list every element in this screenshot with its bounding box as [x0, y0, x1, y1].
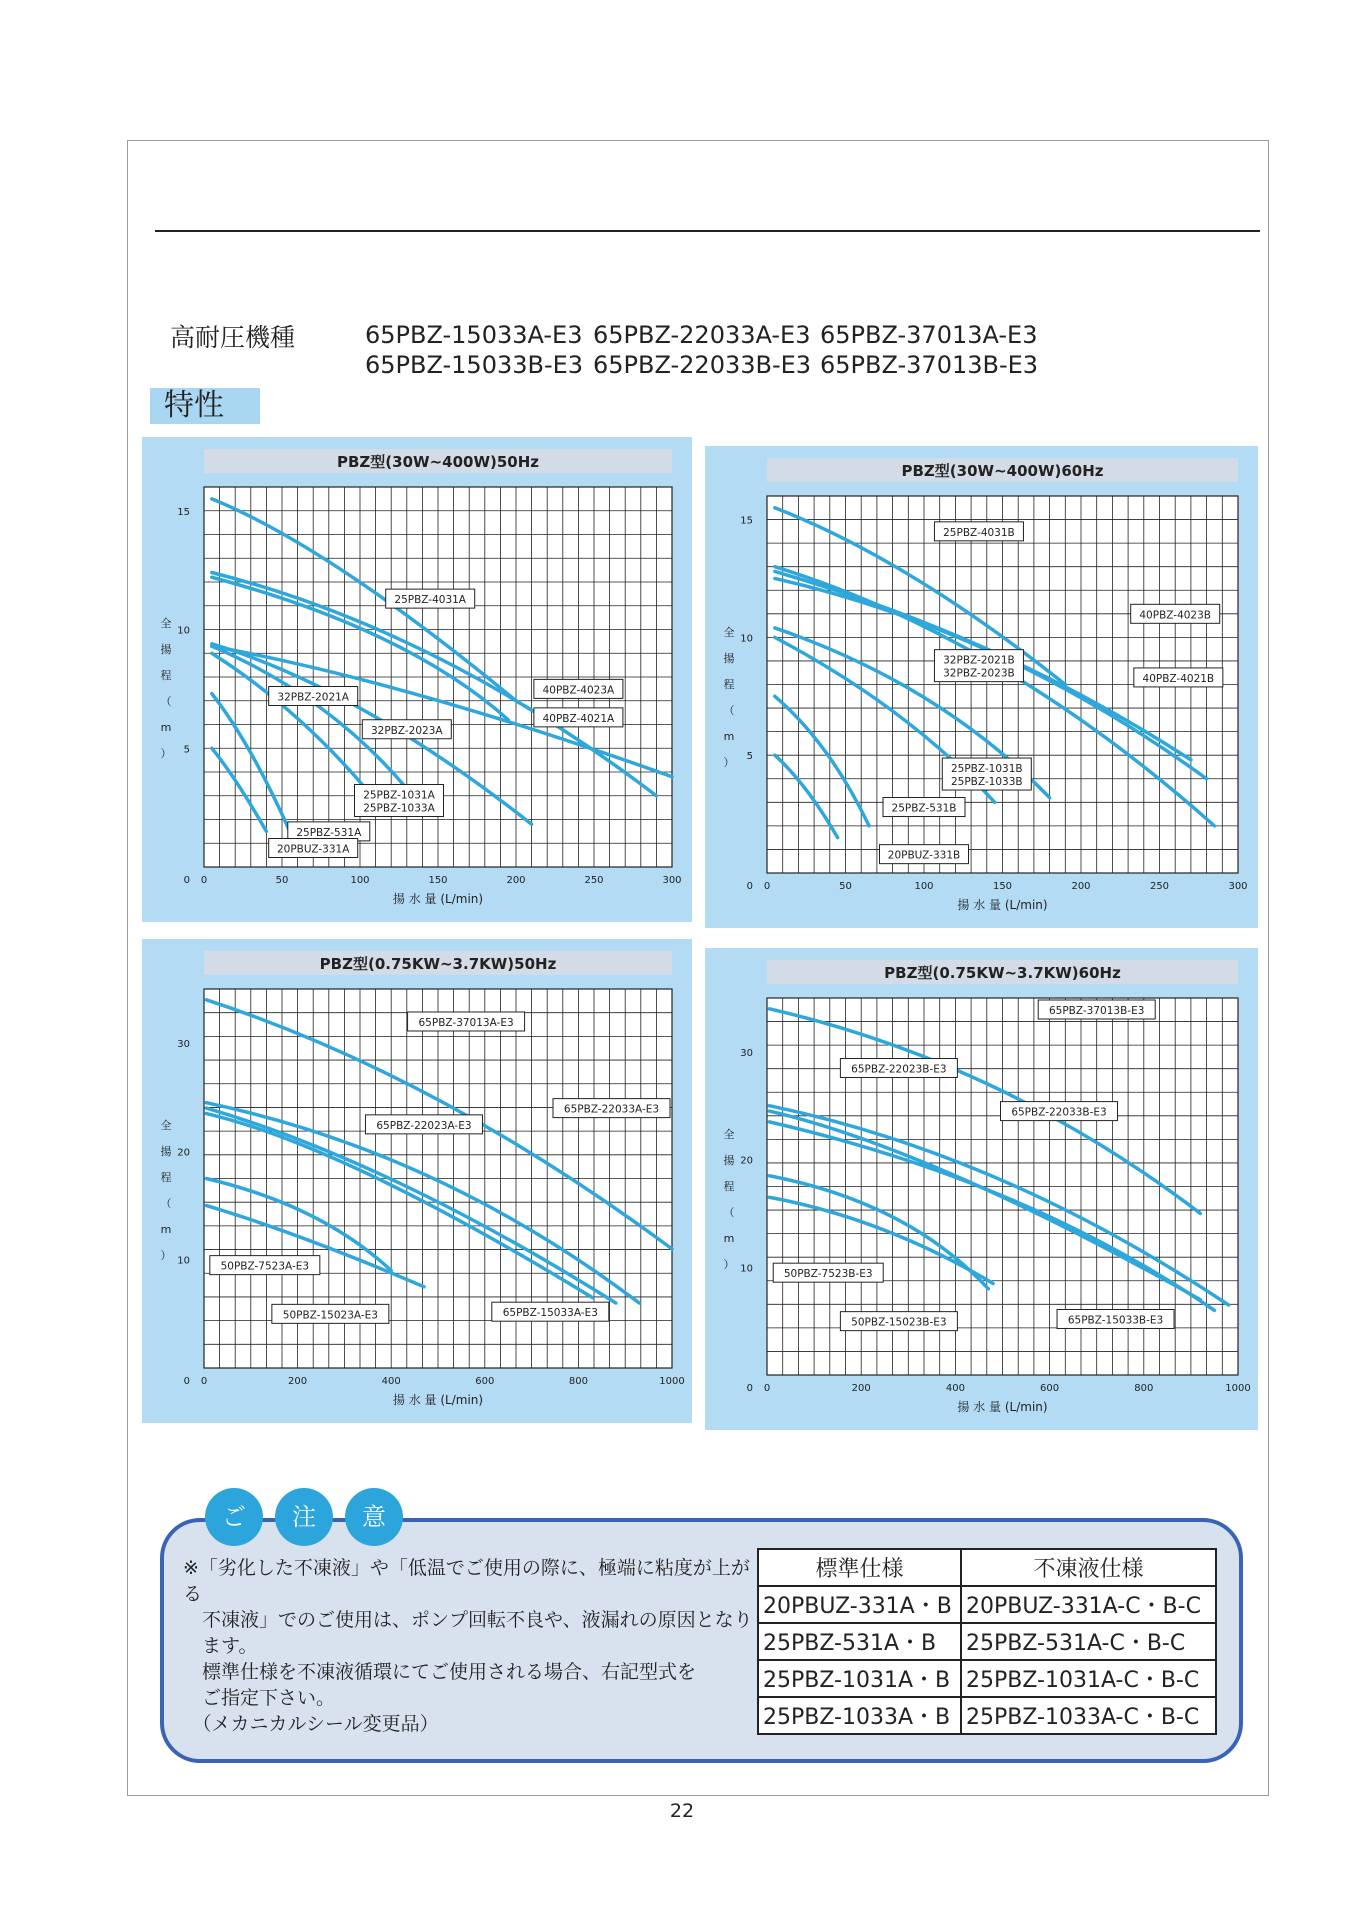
x-tick-label: 0: [763, 1383, 771, 1394]
x-tick-label: 1000: [1225, 1383, 1251, 1394]
notice-line: 標準仕様を不凍液循環にてご使用される場合、右記型式を: [183, 1661, 697, 1683]
notice-line: ます。: [183, 1635, 258, 1657]
x-tick-label: 0: [763, 881, 771, 892]
x-tick-label: 200: [506, 875, 526, 886]
curve-label: 50PBZ-15023B-E3: [851, 1316, 947, 1329]
chart-panel-3: [142, 939, 692, 1423]
curve-label: 40PBZ-4021A: [542, 712, 615, 725]
table-cell: 20PBUZ-331A-C・B-C: [961, 1586, 1216, 1623]
notice-line: ※「劣化した不凍液」や「低温でご使用の際に、極端に粘度が上がる: [183, 1557, 750, 1605]
y-axis-label: 全: [723, 1128, 735, 1141]
curve-label: 32PBZ-2023B: [943, 667, 1015, 680]
y-tick-label: 20: [740, 1155, 753, 1167]
curve-label: 65PBZ-37013A-E3: [418, 1016, 514, 1029]
curve-label: 25PBZ-531B: [891, 802, 957, 815]
table-cell: 25PBZ-1033A・B: [758, 1697, 961, 1734]
y-axis-label: 全: [160, 1119, 172, 1132]
curve-label: 65PBZ-22023B-E3: [851, 1063, 947, 1076]
x-tick-label: 50: [839, 881, 852, 892]
x-tick-label: 100: [914, 881, 934, 892]
x-tick-label: 600: [475, 1376, 495, 1387]
model-column: [820, 320, 1038, 380]
x-tick-label: 600: [1040, 1383, 1060, 1394]
y-axis-label: （: [160, 1197, 172, 1210]
x-tick-label: 250: [1149, 881, 1170, 892]
chart-title: PBZ型(30W~400W)60Hz: [901, 462, 1104, 480]
y-tick-label: 30: [740, 1047, 753, 1059]
table-header: 標準仕様: [758, 1549, 961, 1586]
y-axis-label: （: [723, 704, 735, 717]
y-axis-label: 揚: [723, 1154, 735, 1167]
notice-line: 不凍液」でのご使用は、ポンプ回転不良や、液漏れの原因となり: [183, 1609, 753, 1631]
table-cell: 20PBUZ-331A・B: [758, 1586, 961, 1623]
x-tick-label: 0: [200, 875, 208, 886]
y-tick-label: 10: [740, 1263, 753, 1275]
chart-panel-4: [705, 948, 1258, 1430]
notice-line: ご指定下さい。: [183, 1687, 336, 1709]
y-axis-label: ）: [723, 756, 735, 769]
curve-label: 25PBZ-4031B: [943, 526, 1015, 539]
y-axis-label: 程: [160, 669, 172, 682]
y-tick-label: 0: [746, 1383, 753, 1394]
x-tick-label: 400: [945, 1383, 965, 1394]
table-header-row: [758, 1549, 1216, 1586]
curve-label: 40PBZ-4021B: [1142, 672, 1215, 685]
x-tick-label: 250: [584, 875, 604, 886]
y-axis-label: 全: [160, 617, 172, 630]
x-tick-label: 800: [1134, 1383, 1154, 1394]
chart-panel-2: [705, 446, 1258, 928]
x-tick-label: 300: [662, 875, 682, 886]
page-number: 22: [669, 1800, 695, 1822]
y-axis-label: m: [723, 730, 735, 743]
curve-label: 25PBZ-531A: [296, 826, 362, 839]
notice-tab: ご: [205, 1488, 263, 1546]
curve-label: 25PBZ-1033B: [950, 776, 1023, 789]
table-row: [758, 1697, 1216, 1734]
notice-tab: 意: [345, 1488, 403, 1546]
model-name: 65PBZ-22033A-E3: [593, 321, 811, 349]
curve-label: 65PBZ-22023A-E3: [376, 1119, 472, 1132]
curve-label: 20PBUZ-331B: [887, 849, 961, 862]
curve-label: 40PBZ-4023A: [542, 684, 615, 697]
chart-title: PBZ型(0.75KW~3.7KW)50Hz: [319, 955, 557, 973]
y-axis-label: ）: [160, 1249, 172, 1262]
curve-label: 50PBZ-15023A-E3: [282, 1309, 378, 1322]
y-axis-label: 程: [723, 1180, 735, 1193]
model-column: [365, 320, 583, 380]
y-tick-label: 15: [740, 515, 753, 527]
curve-label: 50PBZ-7523B-E3: [783, 1268, 873, 1281]
curve-label: 25PBZ-1033A: [363, 802, 435, 815]
header-rule: [155, 230, 1260, 232]
y-axis-label: （: [160, 695, 172, 708]
x-axis-label: 揚 水 量 (L/min): [957, 898, 1048, 912]
y-tick-label: 0: [183, 1376, 190, 1387]
x-tick-label: 0: [200, 1376, 208, 1387]
curve-label: 50PBZ-7523A-E3: [220, 1260, 310, 1273]
chart-title: PBZ型(30W~400W)50Hz: [336, 453, 540, 471]
table-cell: 25PBZ-531A-C・B-C: [961, 1623, 1216, 1660]
x-tick-label: 200: [851, 1383, 871, 1394]
notice-tab: 注: [275, 1488, 333, 1546]
curve-label: 65PBZ-15033A-E3: [502, 1307, 598, 1320]
table-cell: 25PBZ-1031A-C・B-C: [961, 1660, 1216, 1697]
y-axis-label: 揚: [160, 643, 172, 656]
curve-label: 65PBZ-22033B-E3: [1011, 1106, 1107, 1119]
x-tick-label: 800: [568, 1376, 588, 1387]
table-cell: 25PBZ-531A・B: [758, 1623, 961, 1660]
y-axis-label: m: [160, 721, 172, 734]
x-axis-label: 揚 水 量 (L/min): [957, 1400, 1048, 1414]
table-cell: 25PBZ-1031A・B: [758, 1660, 961, 1697]
y-axis-label: 揚: [160, 1145, 172, 1158]
chart-panel-1: [142, 437, 692, 922]
x-axis-label: 揚 水 量 (L/min): [392, 1393, 484, 1407]
table-cell: 25PBZ-1033A-C・B-C: [961, 1697, 1216, 1734]
x-tick-label: 300: [1228, 881, 1248, 892]
curve-label: 32PBZ-2021A: [277, 691, 350, 704]
y-tick-label: 5: [746, 751, 753, 763]
y-tick-label: 5: [183, 744, 190, 756]
spec-table: [757, 1548, 1217, 1735]
y-axis-label: ）: [723, 1258, 735, 1271]
section-title: 特性: [150, 388, 260, 424]
y-tick-label: 10: [177, 1255, 190, 1267]
x-tick-label: 100: [350, 875, 370, 886]
curve-label: 65PBZ-22033A-E3: [563, 1103, 660, 1116]
curve-label: 65PBZ-37013B-E3: [1048, 1005, 1145, 1017]
x-tick-label: 400: [381, 1376, 401, 1387]
y-tick-label: 20: [177, 1147, 190, 1159]
table-row: [758, 1623, 1216, 1660]
chart-title: PBZ型(0.75KW~3.7KW)60Hz: [884, 964, 1121, 982]
y-tick-label: 10: [177, 625, 190, 637]
curve-label: 32PBZ-2023A: [370, 724, 443, 737]
curve-label: 40PBZ-4023B: [1139, 609, 1212, 622]
curve-label: 20PBUZ-331A: [276, 843, 350, 856]
x-tick-label: 200: [288, 1376, 308, 1387]
table-row: [758, 1660, 1216, 1697]
curve-label: 32PBZ-2021B: [943, 654, 1015, 667]
series-label: 高耐圧機種: [170, 323, 296, 352]
model-name: 65PBZ-22033B-E3: [593, 351, 812, 379]
y-axis-label: 程: [160, 1171, 172, 1184]
y-axis-label: m: [160, 1223, 172, 1236]
x-tick-label: 150: [992, 881, 1013, 892]
notice-text: [183, 1555, 763, 1737]
curve-label: 65PBZ-15033B-E3: [1067, 1314, 1164, 1327]
y-tick-label: 15: [177, 506, 190, 518]
model-name: 65PBZ-15033B-E3: [365, 351, 584, 379]
x-tick-label: 50: [275, 875, 289, 886]
table-header: 不凍液仕様: [961, 1549, 1216, 1586]
curve-label: 25PBZ-4031A: [394, 594, 467, 607]
table-row: [758, 1586, 1216, 1623]
curve-label: 25PBZ-1031A: [363, 789, 435, 802]
y-axis-label: 揚: [723, 652, 735, 665]
model-name: 65PBZ-15033A-E3: [365, 321, 583, 349]
model-name: 65PBZ-37013B-E3: [820, 351, 1039, 379]
model-name: 65PBZ-37013A-E3: [820, 321, 1038, 349]
model-column: [593, 320, 811, 380]
y-tick-label: 0: [183, 875, 190, 886]
y-axis-label: ）: [160, 747, 172, 760]
y-axis-label: 程: [723, 678, 735, 691]
y-tick-label: 10: [740, 633, 753, 645]
y-axis-label: 全: [723, 626, 735, 639]
x-tick-label: 200: [1071, 881, 1091, 892]
x-tick-label: 150: [428, 875, 448, 886]
notice-line: （メカニカルシール変更品）: [183, 1713, 439, 1735]
y-axis-label: m: [723, 1232, 735, 1245]
y-tick-label: 30: [177, 1039, 190, 1051]
x-axis-label: 揚 水 量 (L/min): [392, 892, 484, 906]
curve-label: 25PBZ-1031B: [950, 763, 1023, 776]
y-tick-label: 0: [746, 881, 753, 892]
x-tick-label: 1000: [659, 1376, 685, 1387]
y-axis-label: （: [723, 1206, 735, 1219]
